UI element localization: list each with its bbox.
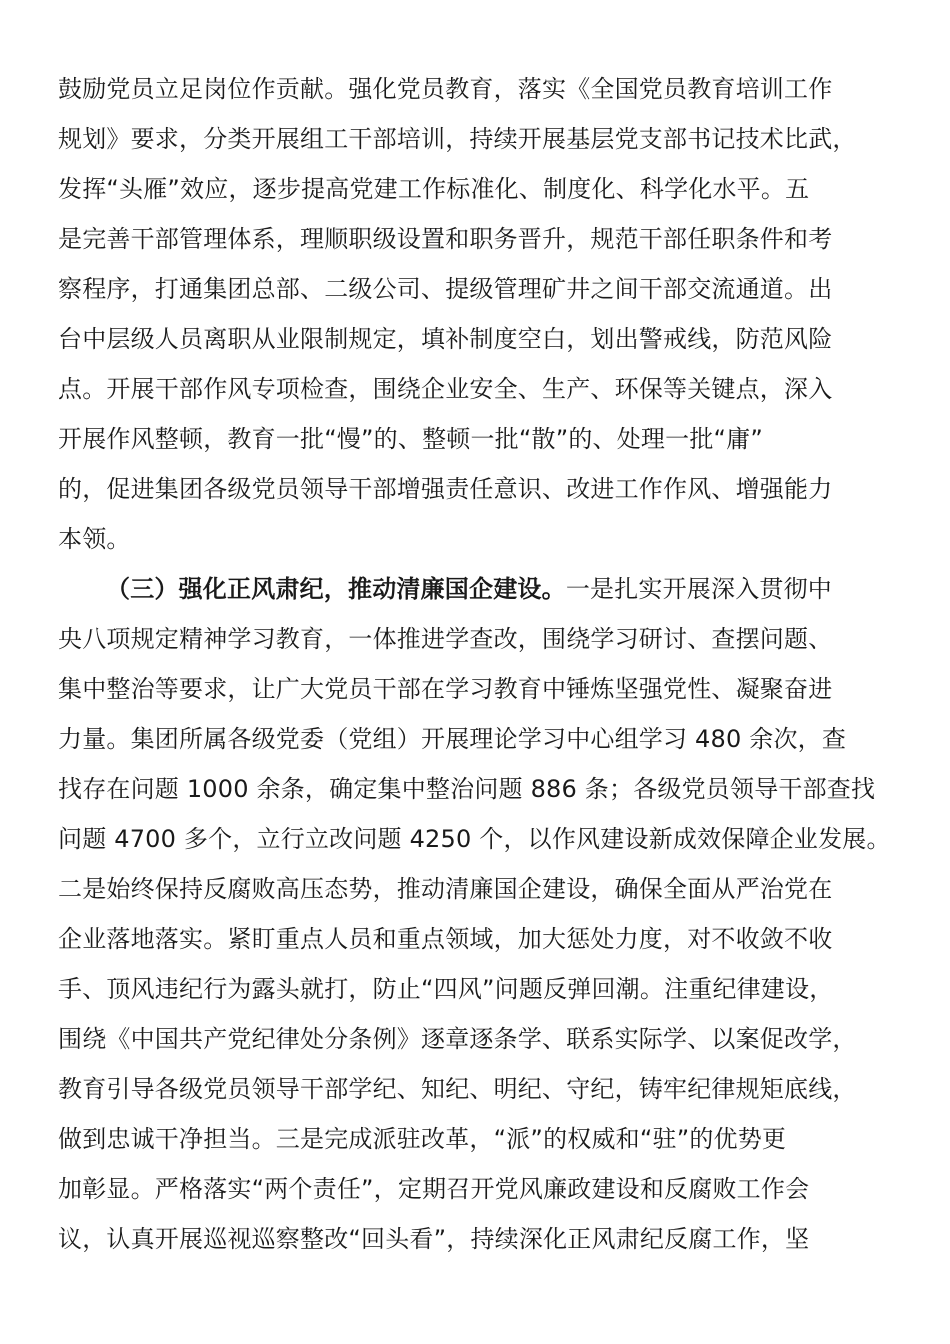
text-line: 问题 4700 多个，立行立改问题 4250 个，以作风建设新成效保障企业发展。 bbox=[58, 825, 891, 853]
text-line: 鼓励党员立足岗位作贡献。强化党员教育，落实《全国党员教育培训工作 bbox=[58, 75, 833, 103]
text-line: 教育引导各级党员领导干部学纪、知纪、明纪、守纪，铸牢纪律规矩底线， bbox=[58, 1075, 857, 1103]
text-line: 是完善干部管理体系，理顺职级设置和职务晋升，规范干部任职条件和考 bbox=[58, 225, 833, 253]
text-line: 点。开展干部作风专项检查，围绕企业安全、生产、环保等关键点，深入 bbox=[58, 375, 833, 403]
text-line: 察程序，打通集团总部、二级公司、提级管理矿井之间干部交流通道。出 bbox=[58, 275, 833, 303]
text-line: 央八项规定精神学习教育，一体推进学查改，围绕学习研讨、查摆问题、 bbox=[58, 625, 833, 653]
text-line: 发挥“头雁”效应，逐步提高党建工作标准化、制度化、科学化水平。五 bbox=[58, 175, 810, 203]
body-text bbox=[58, 64, 898, 1264]
section-first-line bbox=[58, 564, 898, 614]
text-line: 本领。 bbox=[58, 525, 131, 553]
text-line: 议，认真开展巡视巡察整改“回头看”，持续深化正风肃纪反腐工作，坚 bbox=[58, 1225, 810, 1253]
text-line: 找存在问题 1000 余条，确定集中整治问题 886 条；各级党员领导干部查找 bbox=[58, 775, 876, 803]
text-line: 二是始终保持反腐败高压态势，推动清廉国企建设，确保全面从严治党在 bbox=[58, 875, 833, 903]
text-line: 台中层级人员离职从业限制规定，填补制度空白，划出警戒线，防范风险 bbox=[58, 325, 833, 353]
text-line: 力量。集团所属各级党委（党组）开展理论学习中心组学习 480 余次，查 bbox=[58, 725, 847, 753]
text-line: 加彰显。严格落实“两个责任”，定期召开党风廉政建设和反腐败工作会 bbox=[58, 1175, 810, 1203]
section-first-line-text: 一是扎实开展深入贯彻中 bbox=[565, 575, 833, 603]
text-line: 集中整治等要求，让广大党员干部在学习教育中锤炼坚强党性、凝聚奋进 bbox=[58, 675, 833, 703]
text-line: 企业落地落实。紧盯重点人员和重点领域，加大惩处力度，对不收敛不收 bbox=[58, 925, 833, 953]
text-line: 开展作风整顿，教育一批“慢”的、整顿一批“散”的、处理一批“庸” bbox=[58, 425, 763, 453]
text-line: 围绕《中国共产党纪律处分条例》逐章逐条学、联系实际学、以案促改学， bbox=[58, 1025, 857, 1053]
text-line: 手、顶风违纪行为露头就打，防止“四风”问题反弹回潮。注重纪律建设， bbox=[58, 975, 834, 1003]
text-line: 的，促进集团各级党员领导干部增强责任意识、改进工作作风、增强能力 bbox=[58, 475, 833, 503]
text-line: 做到忠诚干净担当。三是完成派驻改革，“派”的权威和“驻”的优势更 bbox=[58, 1125, 787, 1153]
text-line: 规划》要求，分类开展组工干部培训，持续开展基层党支部书记技术比武， bbox=[58, 125, 857, 153]
section-heading: （三）强化正风肃纪，推动清廉国企建设。 bbox=[106, 575, 566, 603]
